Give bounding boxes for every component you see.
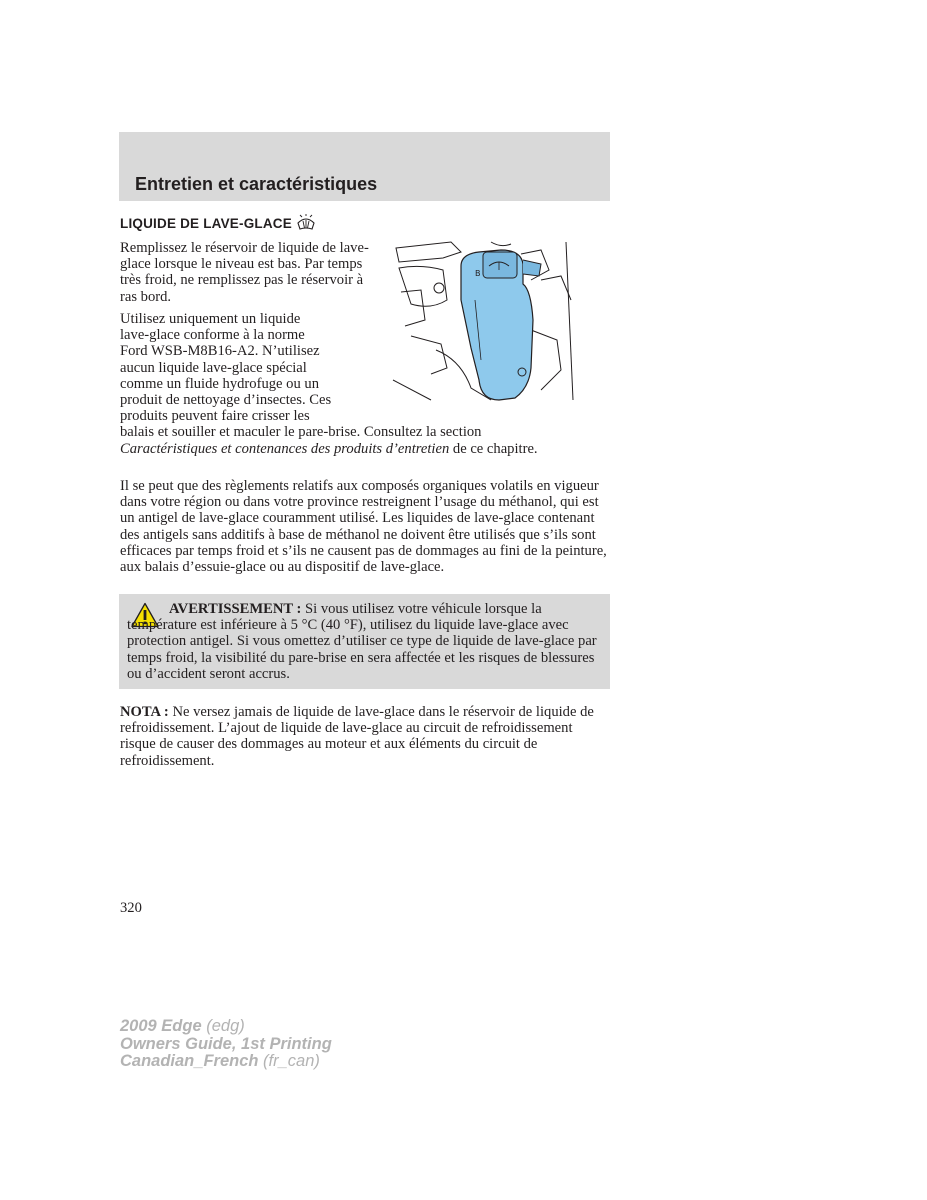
footer-line (120, 1053, 332, 1071)
text-line: produits peuvent faire crisser les (120, 408, 310, 425)
text-line (120, 441, 570, 457)
page-title: Entretien et caractéristiques (135, 174, 378, 194)
page-number: 320 (120, 900, 142, 916)
footer-language-code: (fr_can) (258, 1052, 320, 1070)
text-line (120, 424, 600, 440)
section-reference: Caractéristiques et contenances des produits d’entretien (120, 440, 450, 457)
warning-text (127, 601, 601, 682)
washer-reservoir-illustration (391, 240, 575, 404)
note-paragraph (120, 704, 610, 769)
note-label: NOTA : (120, 704, 169, 720)
paragraph-fill-instructions (120, 240, 382, 305)
paragraph-methanol (120, 478, 610, 575)
text-line: aucun liquide lave-glace spécial (120, 359, 307, 376)
text-span: balais et souiller et maculer le pare-brise. Consultez la section (120, 424, 482, 441)
paragraph-text: Remplissez le réservoir de liquide de lave-glace lorsque le niveau est bas. Par temps très froid, ne remplissez pas le réservoir à ras bord. (120, 240, 369, 305)
footer-line (120, 1018, 332, 1036)
header-band (119, 132, 610, 201)
text-line: Ford WSB-M8B16-A2. N’utilisez (120, 343, 320, 360)
svg-text:B: B (475, 269, 481, 278)
section-heading-text: LIQUIDE DE LAVE-GLACE (120, 215, 292, 231)
footer-printing: Owners Guide, 1st Printing (120, 1034, 332, 1053)
text-line: produit de nettoyage d’insectes. Ces (120, 392, 332, 409)
text-line: Utilisez uniquement un liquide (120, 311, 301, 327)
text-line: comme un fluide hydrofuge ou un (120, 375, 319, 392)
warning-label: AVERTISSEMENT : (169, 601, 302, 617)
footer-language: Canadian_French (120, 1052, 259, 1070)
footer-model: 2009 Edge (120, 1017, 202, 1035)
text-span: de ce chapitre. (449, 440, 538, 457)
footer-model-code: (edg) (201, 1017, 245, 1035)
warning-body: Si vous utilisez votre véhicule lorsque la température est inférieure à 5 °C (40 °F), utilisez du liquide lave-glace avec protection antigel. Si vous omettez d’utiliser ce type de liquide de lave-glace par temps froid, la visibilité du pare-brise en sera affectée et les risques de blessures ou d’accident seront accrus. (127, 601, 597, 682)
section-heading (120, 214, 316, 232)
paragraph-text: Il se peut que des règlements relatifs aux composés organiques volatils en vigueur dans votre région ou dans votre province restreignent l’usage du méthanol, qui est un antigel de lave-glace couramment utilisé. Les liquides de lave-glace contenant des antigels sans additifs à base de méthanol ne doivent être utilisés que s’ils sont efficaces par temps froid et s’ils ne causent pas de dommages au fini de la peinture, aux balais d’essuie-glace ou au dispositif de lave-glace. (120, 478, 607, 576)
footer (120, 1018, 332, 1071)
washer-fluid-icon (296, 214, 316, 232)
text-line: lave-glace conforme à la norme (120, 327, 305, 344)
warning-box (119, 594, 610, 689)
note-body: Ne versez jamais de liquide de lave-glace dans le réservoir de liquide de refroidissement. L’ajout de liquide de lave-glace au circuit de refroidissement risque de causer des dommages au moteur et aux éléments du circuit de refroidissement. (120, 704, 594, 769)
